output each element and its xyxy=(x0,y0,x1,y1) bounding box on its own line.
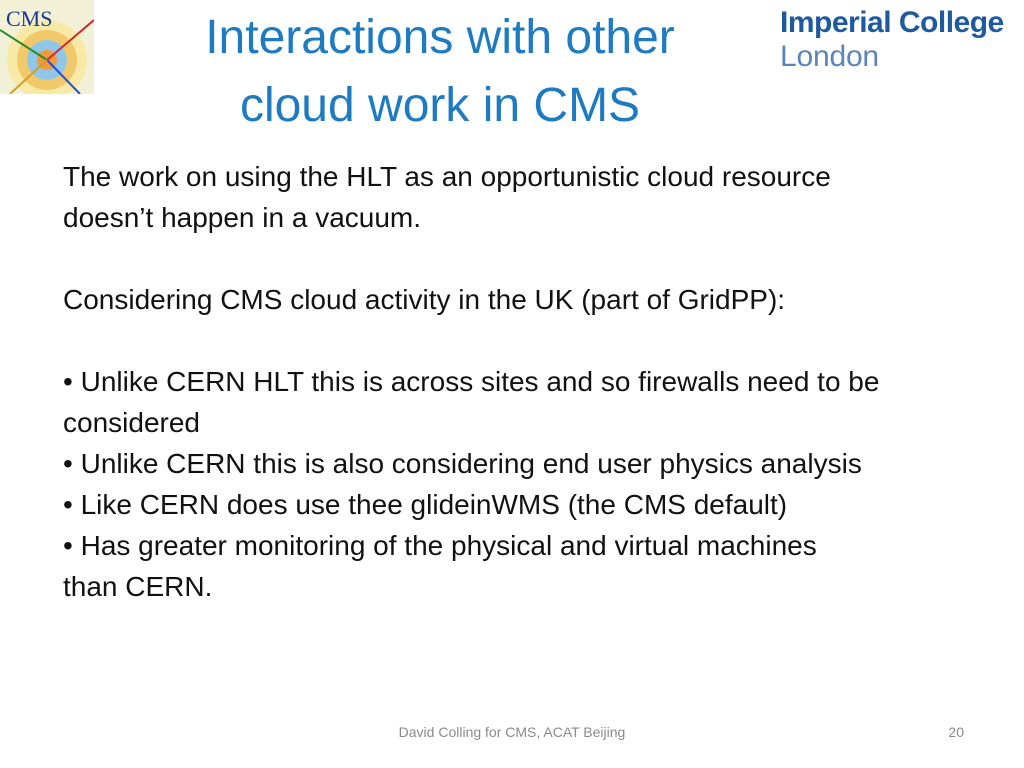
cms-logo xyxy=(0,0,94,94)
cms-logo-text: CMS xyxy=(6,6,53,31)
intro-line-2: doesn’t happen in a vacuum. xyxy=(63,202,422,233)
bullet-icon: • xyxy=(63,366,73,397)
intro-line-1: The work on using the HLT as an opportunistic cloud resource xyxy=(63,161,831,192)
page-number: 20 xyxy=(948,724,964,740)
bullet-item-4 xyxy=(63,525,963,566)
bullet-icon: • xyxy=(63,530,73,561)
spacer xyxy=(63,238,963,279)
bullet-text: Like CERN does use thee glideinWMS (the CMS default) xyxy=(72,489,788,520)
title-line-2: cloud work in CMS xyxy=(239,79,641,132)
footer-text: David Colling for CMS, ACAT Beijing xyxy=(398,724,626,740)
bullet-text: Unlike CERN HLT this is across sites and so firewalls need to be xyxy=(72,366,880,397)
bullet-icon: • xyxy=(63,489,73,520)
bullet-text: Unlike CERN this is also considering end user physics analysis xyxy=(72,448,862,479)
slide-title xyxy=(150,4,730,140)
bullet-item-1 xyxy=(63,361,963,402)
slide-body xyxy=(63,156,963,607)
bullet-item-2 xyxy=(63,443,963,484)
imperial-logo-line-2: London xyxy=(780,40,879,73)
title-line-1: Interactions with other xyxy=(205,11,675,64)
spacer xyxy=(63,320,963,361)
bullet-continuation: considered xyxy=(63,407,200,438)
bullet-text: Has greater monitoring of the physical and virtual machines xyxy=(72,530,817,561)
imperial-logo-line-1: Imperial College xyxy=(780,6,1004,39)
imperial-college-logo xyxy=(780,6,1010,74)
context-line: Considering CMS cloud activity in the UK (part of GridPP): xyxy=(63,284,786,315)
bullet-continuation: than CERN. xyxy=(63,571,213,602)
bullet-item-3 xyxy=(63,484,963,525)
bullet-icon: • xyxy=(63,448,73,479)
